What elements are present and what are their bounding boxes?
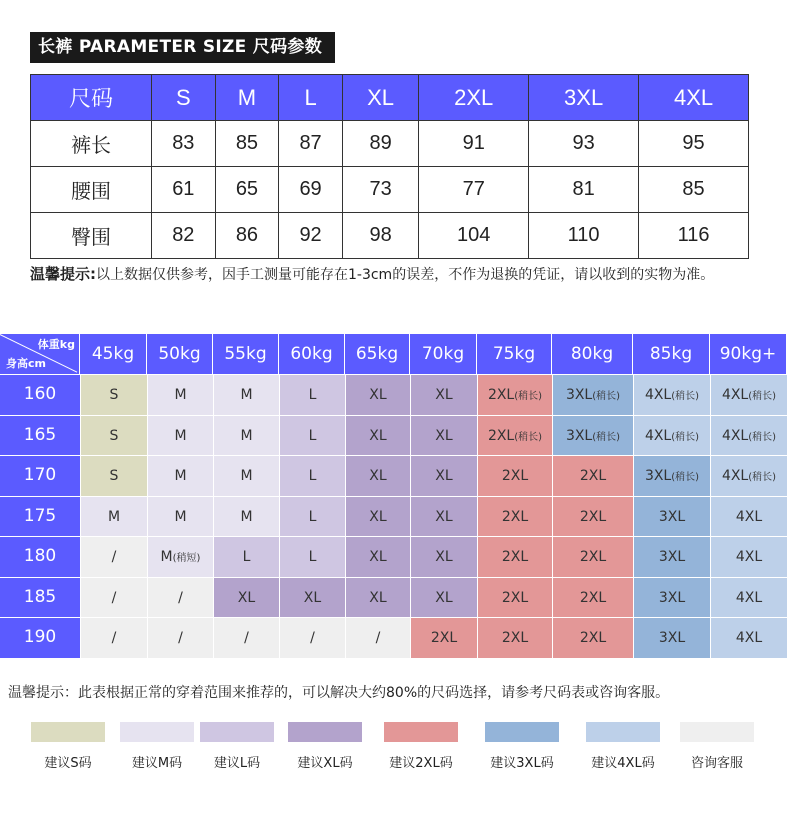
- size-recommendation-cell: 3XL(稍长): [552, 415, 633, 456]
- size-recommendation-cell: S: [80, 455, 147, 496]
- size-recommendation-cell: 4XL(稍长): [710, 374, 787, 415]
- measurement-note: [30, 263, 760, 286]
- size-recommendation-cell: XL: [410, 374, 477, 415]
- size-recommendation-cell: M: [213, 415, 279, 456]
- size-recommendation-cell: M(稍短): [147, 536, 213, 577]
- size-header-label: 尺码: [31, 75, 152, 121]
- legend-label: 建议2XL码: [389, 756, 453, 771]
- weight-header-cell: 60kg: [279, 334, 345, 374]
- measurement-value: 93: [529, 121, 639, 167]
- size-recommendation-cell: M: [213, 374, 279, 415]
- size-recommendation-cell: 2XL: [552, 536, 633, 577]
- measurement-label: 裤长: [31, 121, 152, 167]
- size-header-cell: L: [279, 75, 343, 121]
- page-title: 长裤 PARAMETER SIZE 尺码参数: [30, 32, 335, 63]
- weight-header-cell: 65kg: [345, 334, 410, 374]
- legend-label: 建议XL码: [297, 756, 353, 771]
- size-recommendation-cell: XL: [410, 536, 477, 577]
- height-row-label: 170: [0, 455, 80, 496]
- weight-header-cell: 90kg+: [710, 334, 787, 374]
- weight-header-cell: 75kg: [477, 334, 552, 374]
- size-header-cell: XL: [342, 75, 418, 121]
- measurement-value: 85: [215, 121, 279, 167]
- size-recommendation-cell: L: [279, 374, 345, 415]
- size-recommendation-cell: 4XL(稍长): [710, 415, 787, 456]
- size-recommendation-cell: 3XL(稍长): [633, 455, 710, 496]
- size-recommendation-cell: /: [279, 617, 345, 658]
- size-recommendation-cell: M: [80, 496, 147, 537]
- legend-swatch: [120, 722, 194, 742]
- measurement-value: 98: [342, 213, 418, 259]
- size-recommendation-cell: XL: [279, 577, 345, 618]
- measurement-label: 腰围: [31, 167, 152, 213]
- size-recommendation-cell: S: [80, 374, 147, 415]
- legend-swatch: [586, 722, 660, 742]
- legend-label: 建议L码: [213, 756, 261, 771]
- size-recommendation-cell: 3XL: [633, 617, 710, 658]
- size-recommendation-cell: XL: [345, 577, 410, 618]
- measurement-value: 77: [419, 167, 529, 213]
- size-recommendation-cell: /: [80, 577, 147, 618]
- size-recommendation-cell: L: [279, 415, 345, 456]
- size-recommendation-cell: 2XL(稍长): [477, 415, 552, 456]
- measurement-value: 69: [279, 167, 343, 213]
- size-recommendation-cell: /: [345, 617, 410, 658]
- size-recommendation-cell: M: [213, 455, 279, 496]
- legend-label: 建议4XL码: [591, 756, 655, 771]
- legend-label: 建议3XL码: [490, 756, 554, 771]
- size-recommendation-cell: 3XL: [633, 536, 710, 577]
- size-recommendation-cell: /: [80, 617, 147, 658]
- legend-swatch: [680, 722, 754, 742]
- size-recommendation-cell: /: [213, 617, 279, 658]
- size-recommendation-cell: 2XL: [477, 455, 552, 496]
- size-recommendation-cell: 3XL: [633, 496, 710, 537]
- weight-axis-label: 体重kg: [37, 338, 75, 351]
- legend-swatch: [384, 722, 458, 742]
- size-recommendation-cell: 4XL: [710, 577, 787, 618]
- size-recommendation-cell: 4XL(稍长): [633, 374, 710, 415]
- measurement-value: 92: [279, 213, 343, 259]
- measurement-value: 61: [152, 167, 216, 213]
- measurement-value: 104: [419, 213, 529, 259]
- measurement-value: 87: [279, 121, 343, 167]
- measurement-value: 85: [639, 167, 749, 213]
- weight-header-cell: 80kg: [552, 334, 633, 374]
- size-recommendation-cell: XL: [345, 536, 410, 577]
- size-recommendation-cell: 4XL: [710, 536, 787, 577]
- size-recommendation-cell: M: [147, 415, 213, 456]
- measurement-value: 86: [215, 213, 279, 259]
- size-header-cell: 3XL: [529, 75, 639, 121]
- legend-label: 建议S码: [44, 756, 92, 771]
- size-recommendation-cell: XL: [410, 455, 477, 496]
- legend-item: [586, 722, 660, 771]
- size-recommendation-cell: XL: [410, 577, 477, 618]
- size-recommendation-cell: 2XL: [477, 496, 552, 537]
- legend-swatch: [288, 722, 362, 742]
- measurement-value: 95: [639, 121, 749, 167]
- measurement-value: 81: [529, 167, 639, 213]
- legend-item: [384, 722, 458, 771]
- measurement-value: 82: [152, 213, 216, 259]
- size-recommendation-cell: M: [147, 496, 213, 537]
- legend-label: 建议M码: [131, 756, 183, 771]
- size-table-row: [31, 121, 749, 167]
- measurement-value: 91: [419, 121, 529, 167]
- measurement-value: 89: [342, 121, 418, 167]
- size-recommendation-cell: 2XL: [552, 496, 633, 537]
- size-recommendation-cell: 4XL(稍长): [710, 455, 787, 496]
- size-table-row: [31, 213, 749, 259]
- size-recommendation-cell: L: [213, 536, 279, 577]
- height-row-label: 160: [0, 374, 80, 415]
- size-recommendation-cell: 2XL: [552, 455, 633, 496]
- measurement-value: 110: [529, 213, 639, 259]
- weight-header-cell: 55kg: [213, 334, 279, 374]
- legend-item: [200, 722, 274, 771]
- size-recommendation-cell: M: [147, 455, 213, 496]
- weight-header-cell: 45kg: [80, 334, 147, 374]
- size-header-cell: S: [152, 75, 216, 121]
- height-row-label: 185: [0, 577, 80, 618]
- size-recommendation-cell: 2XL: [552, 577, 633, 618]
- legend-item: [485, 722, 559, 771]
- height-row-label: 180: [0, 536, 80, 577]
- size-parameter-table: [30, 74, 749, 259]
- note-text: 以上数据仅供参考，因手工测量可能存在1-3cm的误差，不作为退换的凭证，请以收到的实物为准。: [96, 267, 715, 283]
- size-recommendation-cell: M: [147, 374, 213, 415]
- size-recommendation-cell: XL: [410, 496, 477, 537]
- measurement-value: 65: [215, 167, 279, 213]
- measurement-value: 73: [342, 167, 418, 213]
- corner-cell: [0, 334, 80, 374]
- legend-swatch: [200, 722, 274, 742]
- size-recommendation-cell: XL: [345, 374, 410, 415]
- size-recommendation-cell: /: [147, 617, 213, 658]
- size-recommendation-cell: 4XL(稍长): [633, 415, 710, 456]
- size-recommendation-cell: XL: [345, 496, 410, 537]
- height-row-label: 190: [0, 617, 80, 658]
- size-recommendation-cell: 2XL: [477, 577, 552, 618]
- size-recommendation-cell: 4XL: [710, 617, 787, 658]
- size-recommendation-cell: 3XL: [633, 577, 710, 618]
- note-label: 温馨提示:: [30, 265, 96, 283]
- size-recommendation-cell: /: [80, 536, 147, 577]
- size-header-cell: M: [215, 75, 279, 121]
- size-table-row: [31, 167, 749, 213]
- size-recommendation-cell: L: [279, 455, 345, 496]
- weight-header-cell: 50kg: [147, 334, 213, 374]
- size-recommendation-cell: L: [279, 496, 345, 537]
- size-header-cell: 4XL: [639, 75, 749, 121]
- size-recommendation-cell: L: [279, 536, 345, 577]
- height-axis-label: 身高cm: [6, 357, 46, 370]
- size-recommendation-cell: XL: [345, 415, 410, 456]
- size-recommendation-cell: 2XL: [410, 617, 477, 658]
- measurement-value: 83: [152, 121, 216, 167]
- size-recommendation-cell: S: [80, 415, 147, 456]
- weight-header-cell: 85kg: [633, 334, 710, 374]
- legend-item: [31, 722, 105, 771]
- size-recommendation-cell: XL: [410, 415, 477, 456]
- measurement-label: 臀围: [31, 213, 152, 259]
- weight-header-cell: 70kg: [410, 334, 477, 374]
- recommendation-note: 温馨提示：此表根据正常的穿着范围来推荐的，可以解决大约80%的尺码选择，请参考尺码表或咨询客服。: [8, 685, 670, 701]
- size-table-header-row: [31, 75, 749, 121]
- height-row-label: 175: [0, 496, 80, 537]
- legend-swatch: [31, 722, 105, 742]
- size-recommendation-cell: XL: [345, 455, 410, 496]
- legend-item: [120, 722, 194, 771]
- legend-swatch: [485, 722, 559, 742]
- size-recommendation-cell: 2XL: [477, 617, 552, 658]
- height-row-label: 165: [0, 415, 80, 456]
- legend-label: 咨询客服: [690, 756, 743, 771]
- size-recommendation-cell: 3XL(稍长): [552, 374, 633, 415]
- size-recommendation-cell: XL: [213, 577, 279, 618]
- size-recommendation-cell: 4XL: [710, 496, 787, 537]
- size-recommendation-cell: /: [147, 577, 213, 618]
- size-header-cell: 2XL: [419, 75, 529, 121]
- legend-item: [288, 722, 362, 771]
- measurement-value: 116: [639, 213, 749, 259]
- size-recommendation-cell: M: [213, 496, 279, 537]
- size-recommendation-cell: 2XL: [477, 536, 552, 577]
- size-recommendation-cell: 2XL: [552, 617, 633, 658]
- size-recommendation-cell: 2XL(稍长): [477, 374, 552, 415]
- legend-item: [680, 722, 754, 771]
